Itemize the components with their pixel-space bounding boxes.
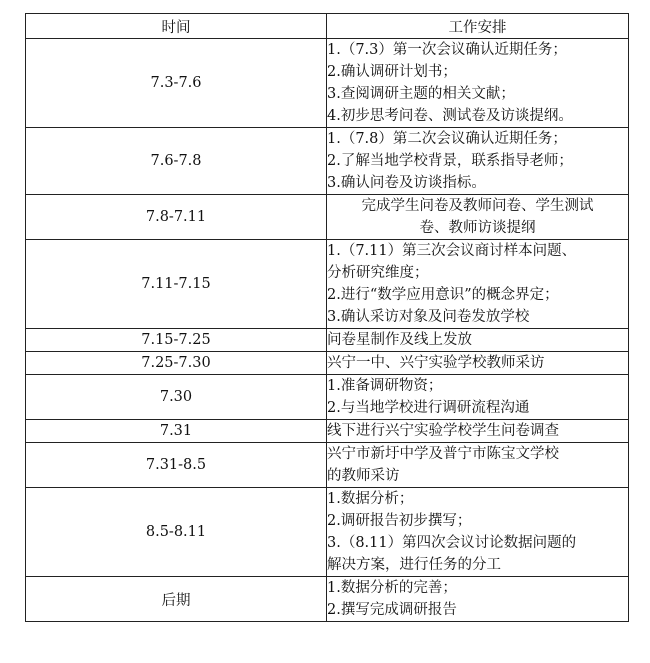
task-line: 2.进行“数学应用意识”的概念界定；: [327, 287, 559, 303]
task-line: 的教师采访: [327, 468, 400, 484]
task-line: 解决方案，进行任务的分工: [327, 557, 501, 573]
task-cell: [327, 128, 629, 195]
task-line: 2.撰写完成调研报告: [327, 602, 457, 618]
task-cell: [327, 577, 629, 622]
time-cell: 7.11-7.15: [26, 240, 327, 329]
task-line: 3.查阅调研主题的相关文献；: [327, 86, 515, 102]
time-cell: 7.6-7.8: [26, 128, 327, 195]
task-line: 1.（7.3）第一次会议确认近期任务；: [327, 42, 567, 58]
task-line: 分析研究维度；: [327, 265, 429, 281]
table-row: [26, 329, 629, 352]
task-cell: [327, 488, 629, 577]
task-line: 兴宁一中、兴宁实验学校教师采访: [327, 355, 545, 371]
task-line: 兴宁市新圩中学及普宁市陈宝文学校: [327, 446, 559, 462]
table-row: [26, 375, 629, 420]
task-cell: [327, 352, 629, 375]
table-row: [26, 577, 629, 622]
header-row: [26, 14, 629, 39]
task-line: 卷、教师访谈提纲: [419, 220, 536, 236]
table-row: [26, 195, 629, 240]
table-body: [26, 39, 629, 622]
task-line: 3.确认问卷及访谈指标。: [327, 175, 486, 191]
time-cell: 后期: [26, 577, 327, 622]
time-cell: 7.31: [26, 420, 327, 443]
task-line: 问卷星制作及线上发放: [327, 332, 472, 348]
task-line: 完成学生问卷及教师问卷、学生测试: [361, 198, 594, 214]
table-header: [26, 14, 629, 39]
table-row: [26, 420, 629, 443]
table-row: [26, 39, 629, 128]
table-row: [26, 240, 629, 329]
time-cell: 8.5-8.11: [26, 488, 327, 577]
task-line: 1.数据分析；: [327, 491, 414, 507]
task-line: 2.与当地学校进行调研流程沟通: [327, 400, 530, 416]
time-cell: 7.3-7.6: [26, 39, 327, 128]
table-row: [26, 443, 629, 488]
table-row: [26, 128, 629, 195]
task-line: 3.（8.11）第四次会议讨论数据问题的: [327, 535, 577, 551]
time-cell: 7.15-7.25: [26, 329, 327, 352]
task-line: 3.确认采访对象及问卷发放学校: [327, 309, 530, 325]
task-cell: [327, 420, 629, 443]
task-cell: [327, 240, 629, 329]
task-line: 2.确认调研计划书；: [327, 64, 457, 80]
time-cell: 7.31-8.5: [26, 443, 327, 488]
task-cell: [327, 443, 629, 488]
task-line: 4.初步思考问卷、测试卷及访谈提纲。: [327, 108, 573, 124]
table-row: [26, 488, 629, 577]
header-time: 时间: [26, 14, 327, 39]
task-line: 1.准备调研物资；: [327, 378, 443, 394]
task-line: 1.（7.11）第三次会议商讨样本问题、: [327, 243, 577, 259]
time-cell: 7.25-7.30: [26, 352, 327, 375]
task-line: 1.数据分析的完善；: [327, 580, 457, 596]
header-task: 工作安排: [327, 14, 629, 39]
task-cell: [327, 329, 629, 352]
task-cell: [327, 375, 629, 420]
task-line: 2.调研报告初步撰写；: [327, 513, 472, 529]
task-cell: [327, 39, 629, 128]
task-line: 2.了解当地学校背景，联系指导老师；: [327, 153, 573, 169]
table-row: [26, 352, 629, 375]
task-line: 线下进行兴宁实验学校学生问卷调查: [327, 423, 559, 439]
schedule-table: [25, 13, 629, 622]
task-cell: [327, 195, 629, 240]
time-cell: 7.30: [26, 375, 327, 420]
task-line: 1.（7.8）第二次会议确认近期任务；: [327, 131, 567, 147]
time-cell: 7.8-7.11: [26, 195, 327, 240]
